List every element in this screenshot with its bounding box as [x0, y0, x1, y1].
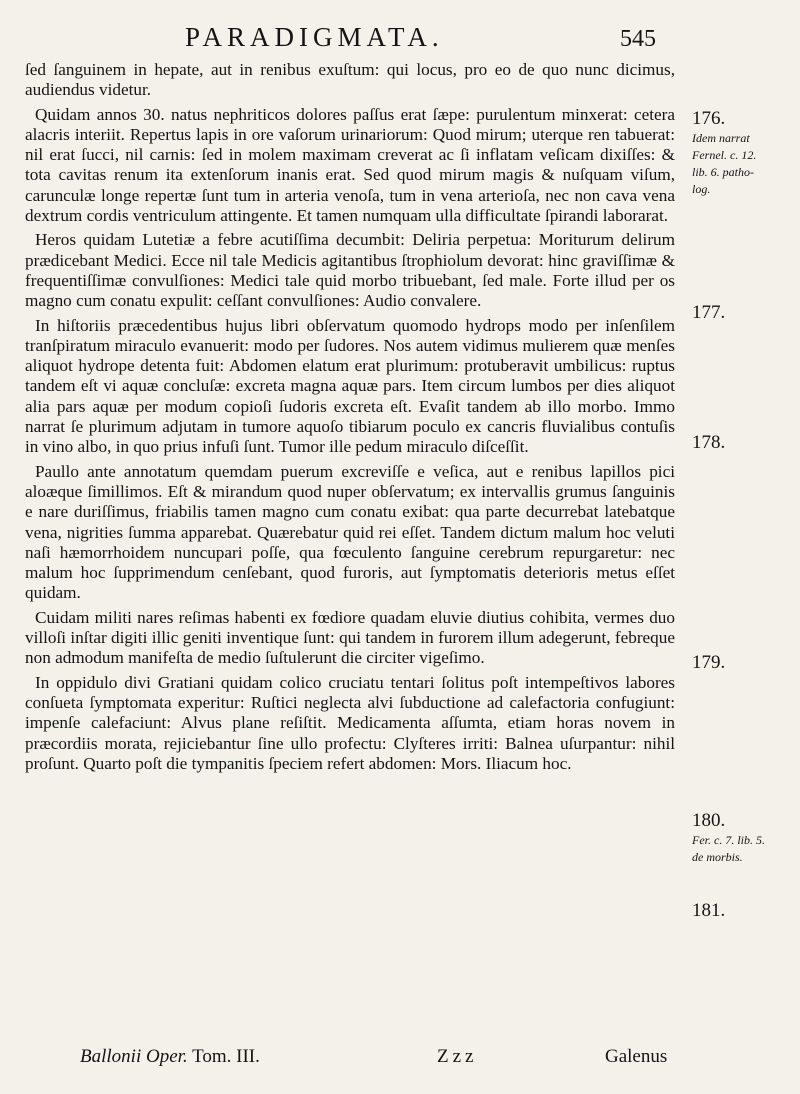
margin-note-180-line1: Fer. c. 7. lib. 5. — [692, 833, 765, 847]
observation-number-177: 177. — [692, 302, 726, 323]
paragraph-176: Quidam annos 30. natus nephriticos dolores paſſus erat ſæpe: purulentum minxerat: cetera alacris interiit. Repertus lapis in ore vaſorum urinariorum: Quod mirum; uterque ren tabuerat: nil erat ſucci, nil carnis: ſed in molem maximam creverat ac ſi inflatam veſicam dixiſſes: & tota cavitas renum ita extenſorum inanis erat. Sed quod mirum magis & nuſquam viſum, carunculæ longe repertæ ſunt tum in arteria venoſa, tum in vena arterioſa, nec non cava vena dextrum cordis ventriculum attingente. Et tamen numquam ulla difficultate ſpirandi laborarat. — [25, 104, 675, 226]
running-title: PARADIGMATA. — [185, 22, 444, 52]
observation-number-178: 178. — [692, 432, 726, 453]
footer-volume-line — [80, 1046, 260, 1068]
paragraph-180: Cuidam militi nares reſimas habenti ex fœdiore quadam eluvie diutius cohibita, vermes duo villoſi inſtar digiti illic geniti inventique ſunt: qui tandem in furorem illum adegerunt, febreque non admodum manifeſta de medio ſuſtulerunt die circiter vigeſimo. — [25, 607, 675, 668]
margin-note-176-line4: log. — [692, 182, 711, 196]
margin-note-176-line2: Fernel. c. 12. — [692, 148, 757, 162]
paragraph-177: Heros quidam Lutetiæ a febre acutiſſima decumbit: Deliria perpetua: Moriturum delirum prædicebant Medici. Ecce nil tale Medicis agitantibus ſtrophiolum devorat: hinc graviſſimæ & frequentiſſimæ convulſiones: Medici tale quid morbo tribuebant, ſed male. Forte illud per os magno cum conatu expulit: ceſſant convulſiones: Audio convalere. — [25, 230, 675, 311]
margin-178 — [692, 432, 798, 454]
margin-note-180-line2: de morbis. — [692, 850, 743, 864]
paragraph-continuation: ſed ſanguinem in hepate, aut in renibus exuſtum: qui locus, pro eo de quo nunc dicimus, audiendus videtur. — [25, 60, 675, 100]
paragraph-181: In oppidulo divi Gratiani quidam colico cruciatu tentari ſolitus poſt intempeſtivos labores conſueta ſymptomata experitur: Ruſtici neglecta alvi ſubductione ad calefactoria confugiunt: impenſe calefaciunt: Alvus plane reſiſtit. Medicamenta aſſumta, etiam horas novem in præcordiis morata, rejiciebantur ſine ullo profectu: Clyſteres irriti: Balnea uſurpantur: nihil proſunt. Quarto poſt die tympanitis ſpeciem refert abdomen: Mors. Iliacum hoc. — [25, 672, 675, 773]
observation-number-180: 180. — [692, 810, 726, 831]
margin-note-176-line3: lib. 6. patho- — [692, 165, 754, 179]
paragraph-178: In hiſtoriis præcedentibus hujus libri obſervatum quomodo hydrops modo per inſenſilem tranſpiratum miraculo evanuerit: modo per ſudores. Nos autem vidimus mulierem quæ menſes aliquot hydrope detenta fuit: Abdomen elatum erat plurimum: protuberavit umbilicus: ruptus tandem eſt vi aquæ concluſæ: excreta magna aquæ pars. Item circum lumbos per dies aliquot alia pars aquæ per modum copioſi ſudoris excreta eſt. Evaſit tandem ab illo morbo. Immo narrat ſe plurimum adjutam in tumore aquoſo tibiarum poculo ex cancris fluvialibus contuſis in vino albo, in quo prius infuſi ſunt. Tumor ille pedum miraculo diſceſſit. — [25, 315, 675, 457]
text-body — [25, 60, 675, 778]
page-footer — [0, 1046, 800, 1076]
footer-book-title: Ballonii Oper. — [80, 1046, 188, 1067]
running-header — [0, 20, 800, 54]
margin-177 — [692, 302, 798, 324]
footer-volume: Tom. III. — [192, 1046, 260, 1067]
margin-180 — [692, 810, 798, 866]
margin-181 — [692, 900, 798, 922]
paragraph-179: Paullo ante annotatum quemdam puerum excreviſſe e veſica, aut e renibus lapillos pici aloæque ſimillimos. Eſt & mirandum quod nuper obſervatum; ex intervallis grumus ſanguinis e nare duriſſimus, friabilis tamen magno cum conatu exibat: qua parte decurrebat latebatque vena, nigrities ſumma apparebat. Quærebatur quid rei eſſet. Tandem dictum malum hoc veluti naſi hæmorrhoidem nuncupari poſſe, qua fœculento ſanguine cerebrum repurgaretur: nec malum hoc ſupprimendum cenſebant, quod furoris, aut ſymptomatis deterioris metus eſſet quidam. — [25, 461, 675, 603]
signature-mark: Zzz — [437, 1046, 478, 1067]
margin-176 — [692, 108, 798, 198]
observation-number-176: 176. — [692, 108, 726, 129]
observation-number-179: 179. — [692, 652, 726, 673]
observation-number-181: 181. — [692, 900, 726, 921]
margin-179 — [692, 652, 798, 674]
margin-note-176-line1: Idem narrat — [692, 131, 750, 145]
catchword: Galenus — [605, 1046, 668, 1067]
page-number: 545 — [620, 26, 656, 52]
